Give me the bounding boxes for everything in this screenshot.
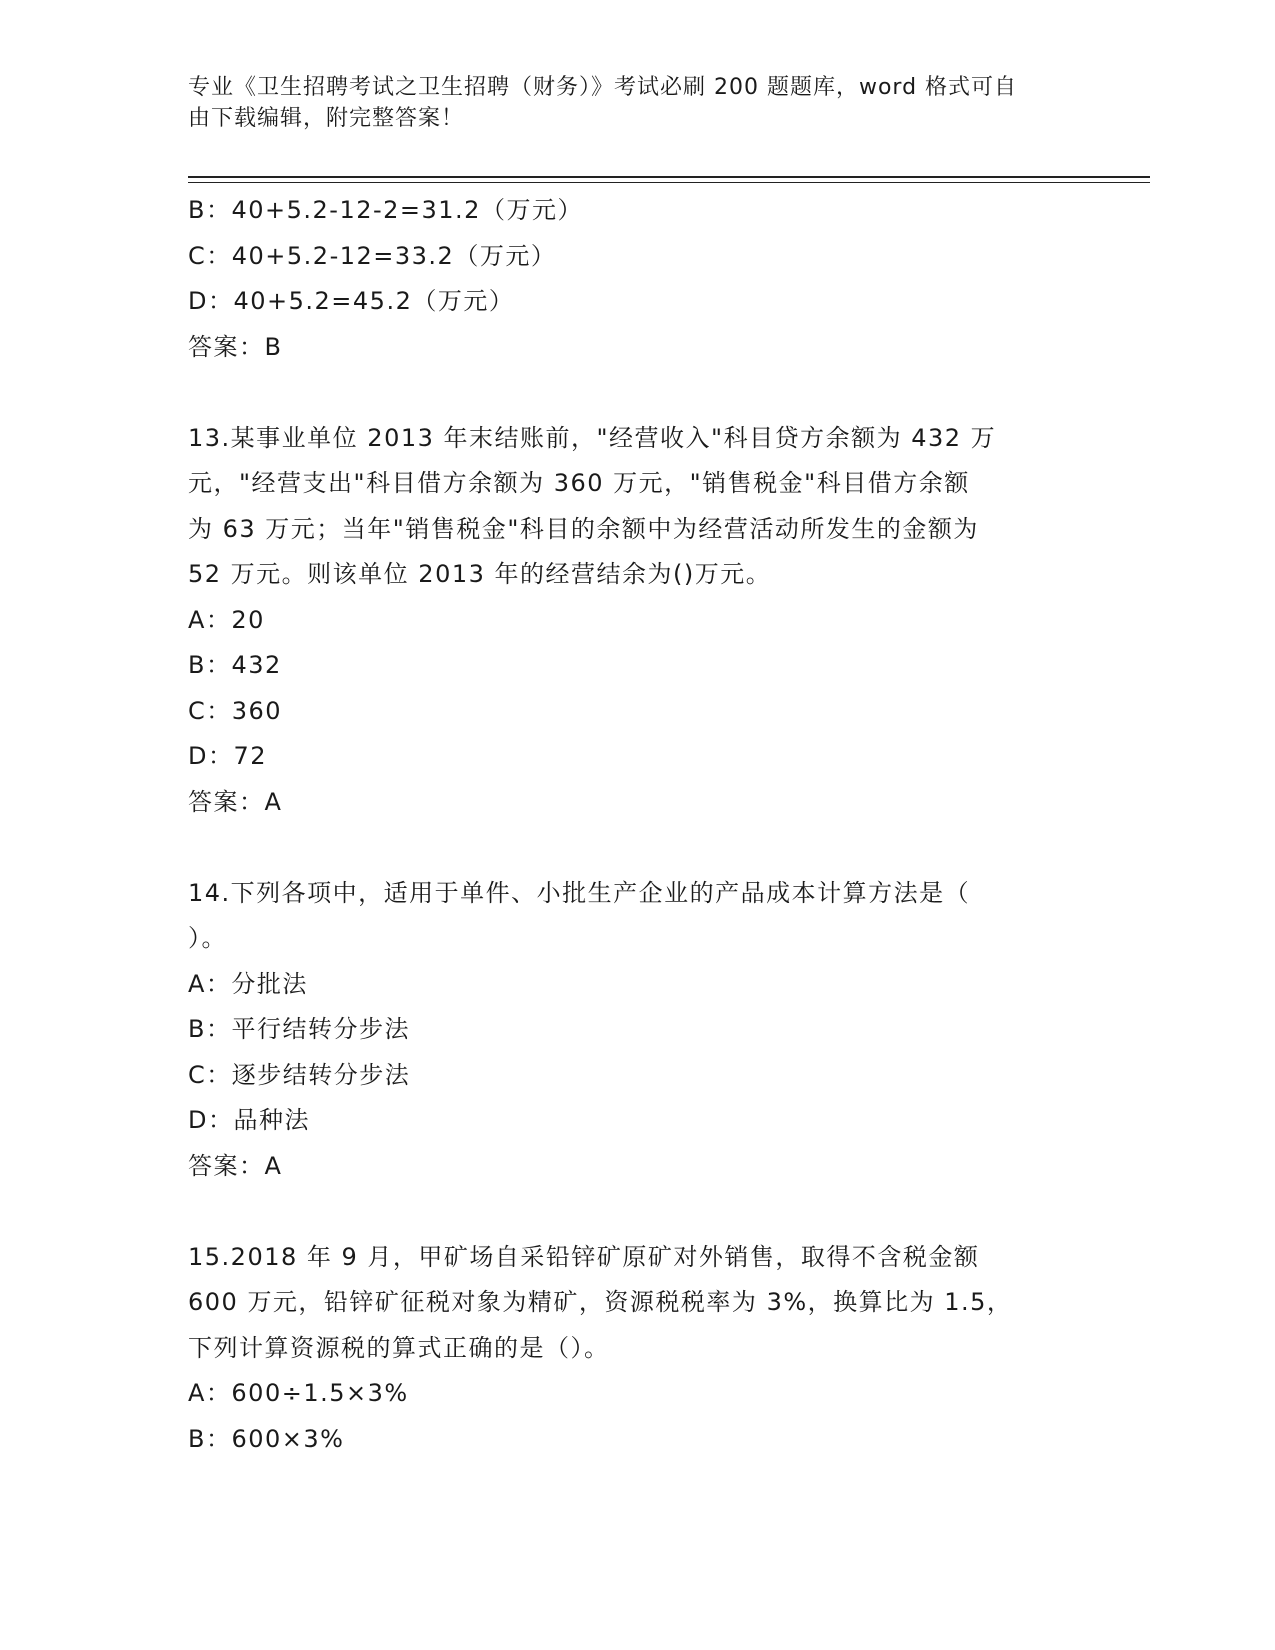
option-d: D：40+5.2=45.2（万元） bbox=[188, 287, 515, 315]
answer-line: 答案：A bbox=[188, 1151, 283, 1180]
option-c: C：360 bbox=[188, 696, 283, 725]
answer-line: 答案：B bbox=[188, 332, 283, 361]
prev-question-block bbox=[188, 188, 1078, 370]
question-14 bbox=[188, 871, 1078, 1190]
option-b: B：40+5.2-12-2=31.2（万元） bbox=[188, 196, 583, 224]
question-text-line: 元，"经营支出"科目借方余额为 360 万元，"销售税金"科目借方余额 bbox=[188, 469, 970, 497]
option-c: C：40+5.2-12=33.2（万元） bbox=[188, 241, 557, 270]
header-line-1: 专业《卫生招聘考试之卫生招聘（财务）》考试必刷 200 题题库，word 格式可自 bbox=[188, 75, 1018, 100]
option-b: B：432 bbox=[188, 651, 282, 679]
question-text-line: 14.下列各项中，适用于单件、小批生产企业的产品成本计算方法是（ bbox=[188, 878, 971, 907]
option-d: D：72 bbox=[188, 742, 268, 770]
question-15 bbox=[188, 1235, 1078, 1463]
question-text-line: 下列计算资源税的算式正确的是（）。 bbox=[188, 1333, 610, 1362]
option-b: B：平行结转分步法 bbox=[188, 1015, 410, 1043]
header-rule-thick bbox=[188, 176, 1150, 178]
option-d: D：品种法 bbox=[188, 1106, 310, 1134]
question-text-line: 600 万元，铅锌矿征税对象为精矿，资源税税率为 3%，换算比为 1.5， bbox=[188, 1288, 1013, 1316]
question-text-line: 15.2018 年 9 月，甲矿场自采铅锌矿原矿对外销售，取得不含税金额 bbox=[188, 1242, 980, 1271]
header-rule-thin bbox=[188, 182, 1150, 183]
option-c: C：逐步结转分步法 bbox=[188, 1060, 411, 1089]
question-13 bbox=[188, 416, 1078, 826]
question-text-line: 52 万元。则该单位 2013 年的经营结余为()万元。 bbox=[188, 560, 772, 588]
header-line-2: 由下载编辑，附完整答案！ bbox=[188, 106, 465, 131]
option-b: B：600×3% bbox=[188, 1424, 345, 1453]
question-text-line: 为 63 万元；当年"销售税金"科目的余额中为经营活动所发生的金额为 bbox=[188, 514, 979, 543]
question-content bbox=[188, 188, 1078, 1462]
option-a: A：600÷1.5×3% bbox=[188, 1379, 409, 1407]
question-text-line: ）。 bbox=[188, 924, 227, 952]
question-text-line: 13.某事业单位 2013 年末结账前，"经营收入"科目贷方余额为 432 万 bbox=[188, 423, 997, 452]
answer-line: 答案：A bbox=[188, 787, 283, 816]
document-header bbox=[188, 72, 1068, 134]
option-a: A：20 bbox=[188, 605, 265, 634]
option-a: A：分批法 bbox=[188, 969, 308, 998]
